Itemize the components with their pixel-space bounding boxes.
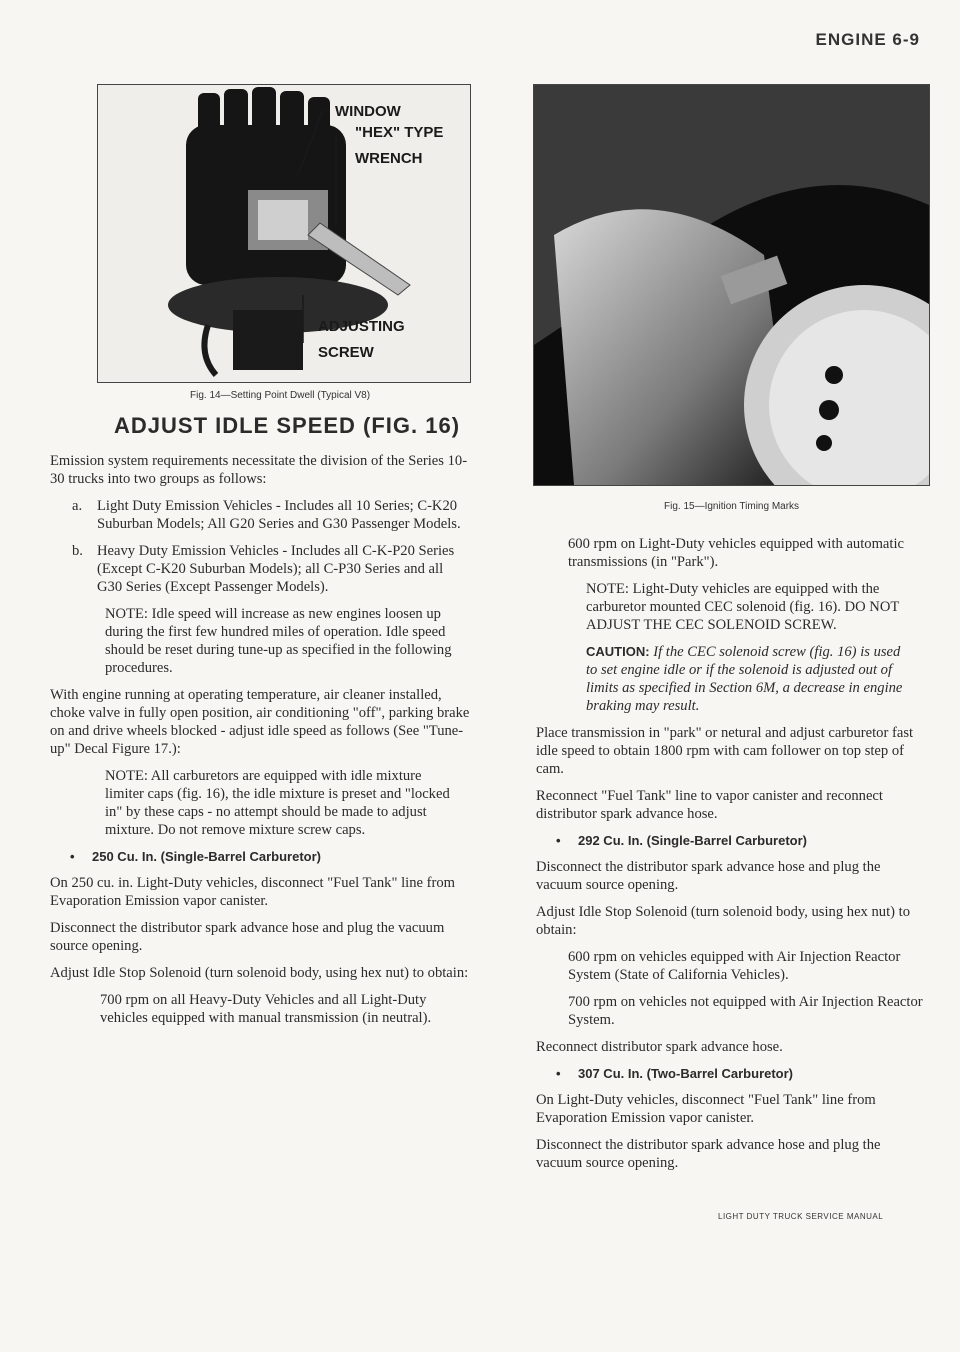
list-text: Heavy Duty Emission Vehicles - Includes all C-K-P20 Series (Except C-K20 Suburban Models); all C-P30 Series and all G30 Series (Except Passenger Models). xyxy=(97,543,455,595)
timing-marks-photo xyxy=(534,85,929,485)
left-column xyxy=(50,452,470,1036)
figure14-label-hex-type: "HEX" TYPE xyxy=(355,124,444,141)
figure14-label-adjusting: ADJUSTING xyxy=(318,318,405,335)
indented-paragraph: 700 rpm on all Heavy-Duty Vehicles and all Light-Duty vehicles equipped with manual transmission (in neutral). xyxy=(100,992,432,1026)
subheading-307 xyxy=(536,1065,928,1083)
paragraph: Disconnect the distributor spark advance hose and plug the vacuum source opening. xyxy=(536,1137,881,1171)
page-footer: LIGHT DUTY TRUCK SERVICE MANUAL xyxy=(718,1212,884,1221)
list-label: a. xyxy=(72,498,83,514)
distributor-illustration xyxy=(98,85,470,382)
indented-paragraph: 700 rpm on vehicles not equipped with Air Injection Reactor System. xyxy=(568,994,923,1028)
intro-paragraph: Emission system requirements necessitate the division of the Series 10-30 trucks into two groups as follows: xyxy=(50,453,468,487)
subheading-292 xyxy=(536,832,928,850)
indented-paragraph: 600 rpm on vehicles equipped with Air Injection Reactor System (State of California Vehicles). xyxy=(568,949,901,983)
section-heading: ADJUST IDLE SPEED (FIG. 16) xyxy=(114,413,461,438)
subheading-text: 250 Cu. In. (Single-Barrel Carburetor) xyxy=(92,849,321,864)
caution-label: CAUTION: xyxy=(586,644,650,659)
figure-15-caption: Fig. 15—Ignition Timing Marks xyxy=(664,501,800,512)
right-column xyxy=(536,535,928,1181)
list-item xyxy=(50,542,470,605)
page-header: ENGINE 6-9 xyxy=(815,30,920,49)
bullet-icon: • xyxy=(70,849,75,864)
list-item xyxy=(50,497,470,542)
note-idle-speed: NOTE: Idle speed will increase as new engines loosen up during the first few hundred miles of operation. Idle speed should be reset during tune-up as specified in the following procedures. xyxy=(105,606,452,676)
figure14-label-screw: SCREW xyxy=(318,344,374,361)
figure-14-distributor xyxy=(97,84,471,383)
list-label: b. xyxy=(72,543,83,559)
figure14-label-wrench: WRENCH xyxy=(355,150,423,167)
note-mixture-caps: NOTE: All carburetors are equipped with idle mixture limiter caps (fig. 16), the idle mixture is preset and "locked in" by these caps - no attempt should be made to adjust mixture. Do not remove mixture screw caps. xyxy=(105,768,450,838)
paragraph: Disconnect the distributor spark advance hose and plug the vacuum source opening. xyxy=(50,920,445,954)
paragraph: Adjust Idle Stop Solenoid (turn solenoid body, using hex nut) to obtain: xyxy=(536,904,911,938)
bullet-icon: • xyxy=(556,1066,561,1081)
paragraph: Adjust Idle Stop Solenoid (turn solenoid body, using hex nut) to obtain: xyxy=(50,965,469,981)
indented-paragraph: 600 rpm on Light-Duty vehicles equipped with automatic transmissions (in "Park"). xyxy=(568,536,904,570)
subheading-250 xyxy=(50,848,470,866)
paragraph: Reconnect "Fuel Tank" line to vapor canister and reconnect distributor spark advance hose. xyxy=(536,788,883,822)
paragraph: On Light-Duty vehicles, disconnect "Fuel Tank" line from Evaporation Emission vapor canister. xyxy=(536,1092,876,1126)
paragraph: Reconnect distributor spark advance hose. xyxy=(536,1039,783,1055)
paragraph: With engine running at operating temperature, air cleaner installed, choke valve in fully open position, air conditioning "off", parking brake on and drive wheels blocked - adjust idle speed as follows (See "Tune-up" Decal Figure 17.): xyxy=(50,687,470,757)
list-text: Light Duty Emission Vehicles - Includes all 10 Series; C-K20 Suburban Models; All G20 Series and G30 Passenger Models. xyxy=(97,498,461,532)
subheading-text: 307 Cu. In. (Two-Barrel Carburetor) xyxy=(578,1066,794,1081)
figure14-label-window: WINDOW xyxy=(335,103,401,120)
paragraph: Disconnect the distributor spark advance hose and plug the vacuum source opening. xyxy=(536,859,881,893)
subheading-text: 292 Cu. In. (Single-Barrel Carburetor) xyxy=(578,833,807,848)
paragraph: Place transmission in "park" or netural and adjust carburetor fast idle speed to obtain 1800 rpm with cam follower on top step of cam. xyxy=(536,725,914,777)
note-cec-solenoid: NOTE: Light-Duty vehicles are equipped with the carburetor mounted CEC solenoid (fig. 16). DO NOT ADJUST THE CEC SOLENOID SCREW. xyxy=(586,581,900,633)
caution-text: If the CEC solenoid screw (fig. 16) is used to set engine idle or if the solenoid is adjusted out of limits as specified in Section 6M, a decrease in engine braking may result. xyxy=(586,644,903,714)
figure-15-timing-marks xyxy=(533,84,930,486)
figure-14-caption: Fig. 14—Setting Point Dwell (Typical V8) xyxy=(190,390,371,401)
bullet-icon: • xyxy=(556,833,561,848)
caution-block xyxy=(536,643,928,715)
paragraph: On 250 cu. in. Light-Duty vehicles, disconnect "Fuel Tank" line from Evaporation Emission vapor canister. xyxy=(50,875,455,909)
